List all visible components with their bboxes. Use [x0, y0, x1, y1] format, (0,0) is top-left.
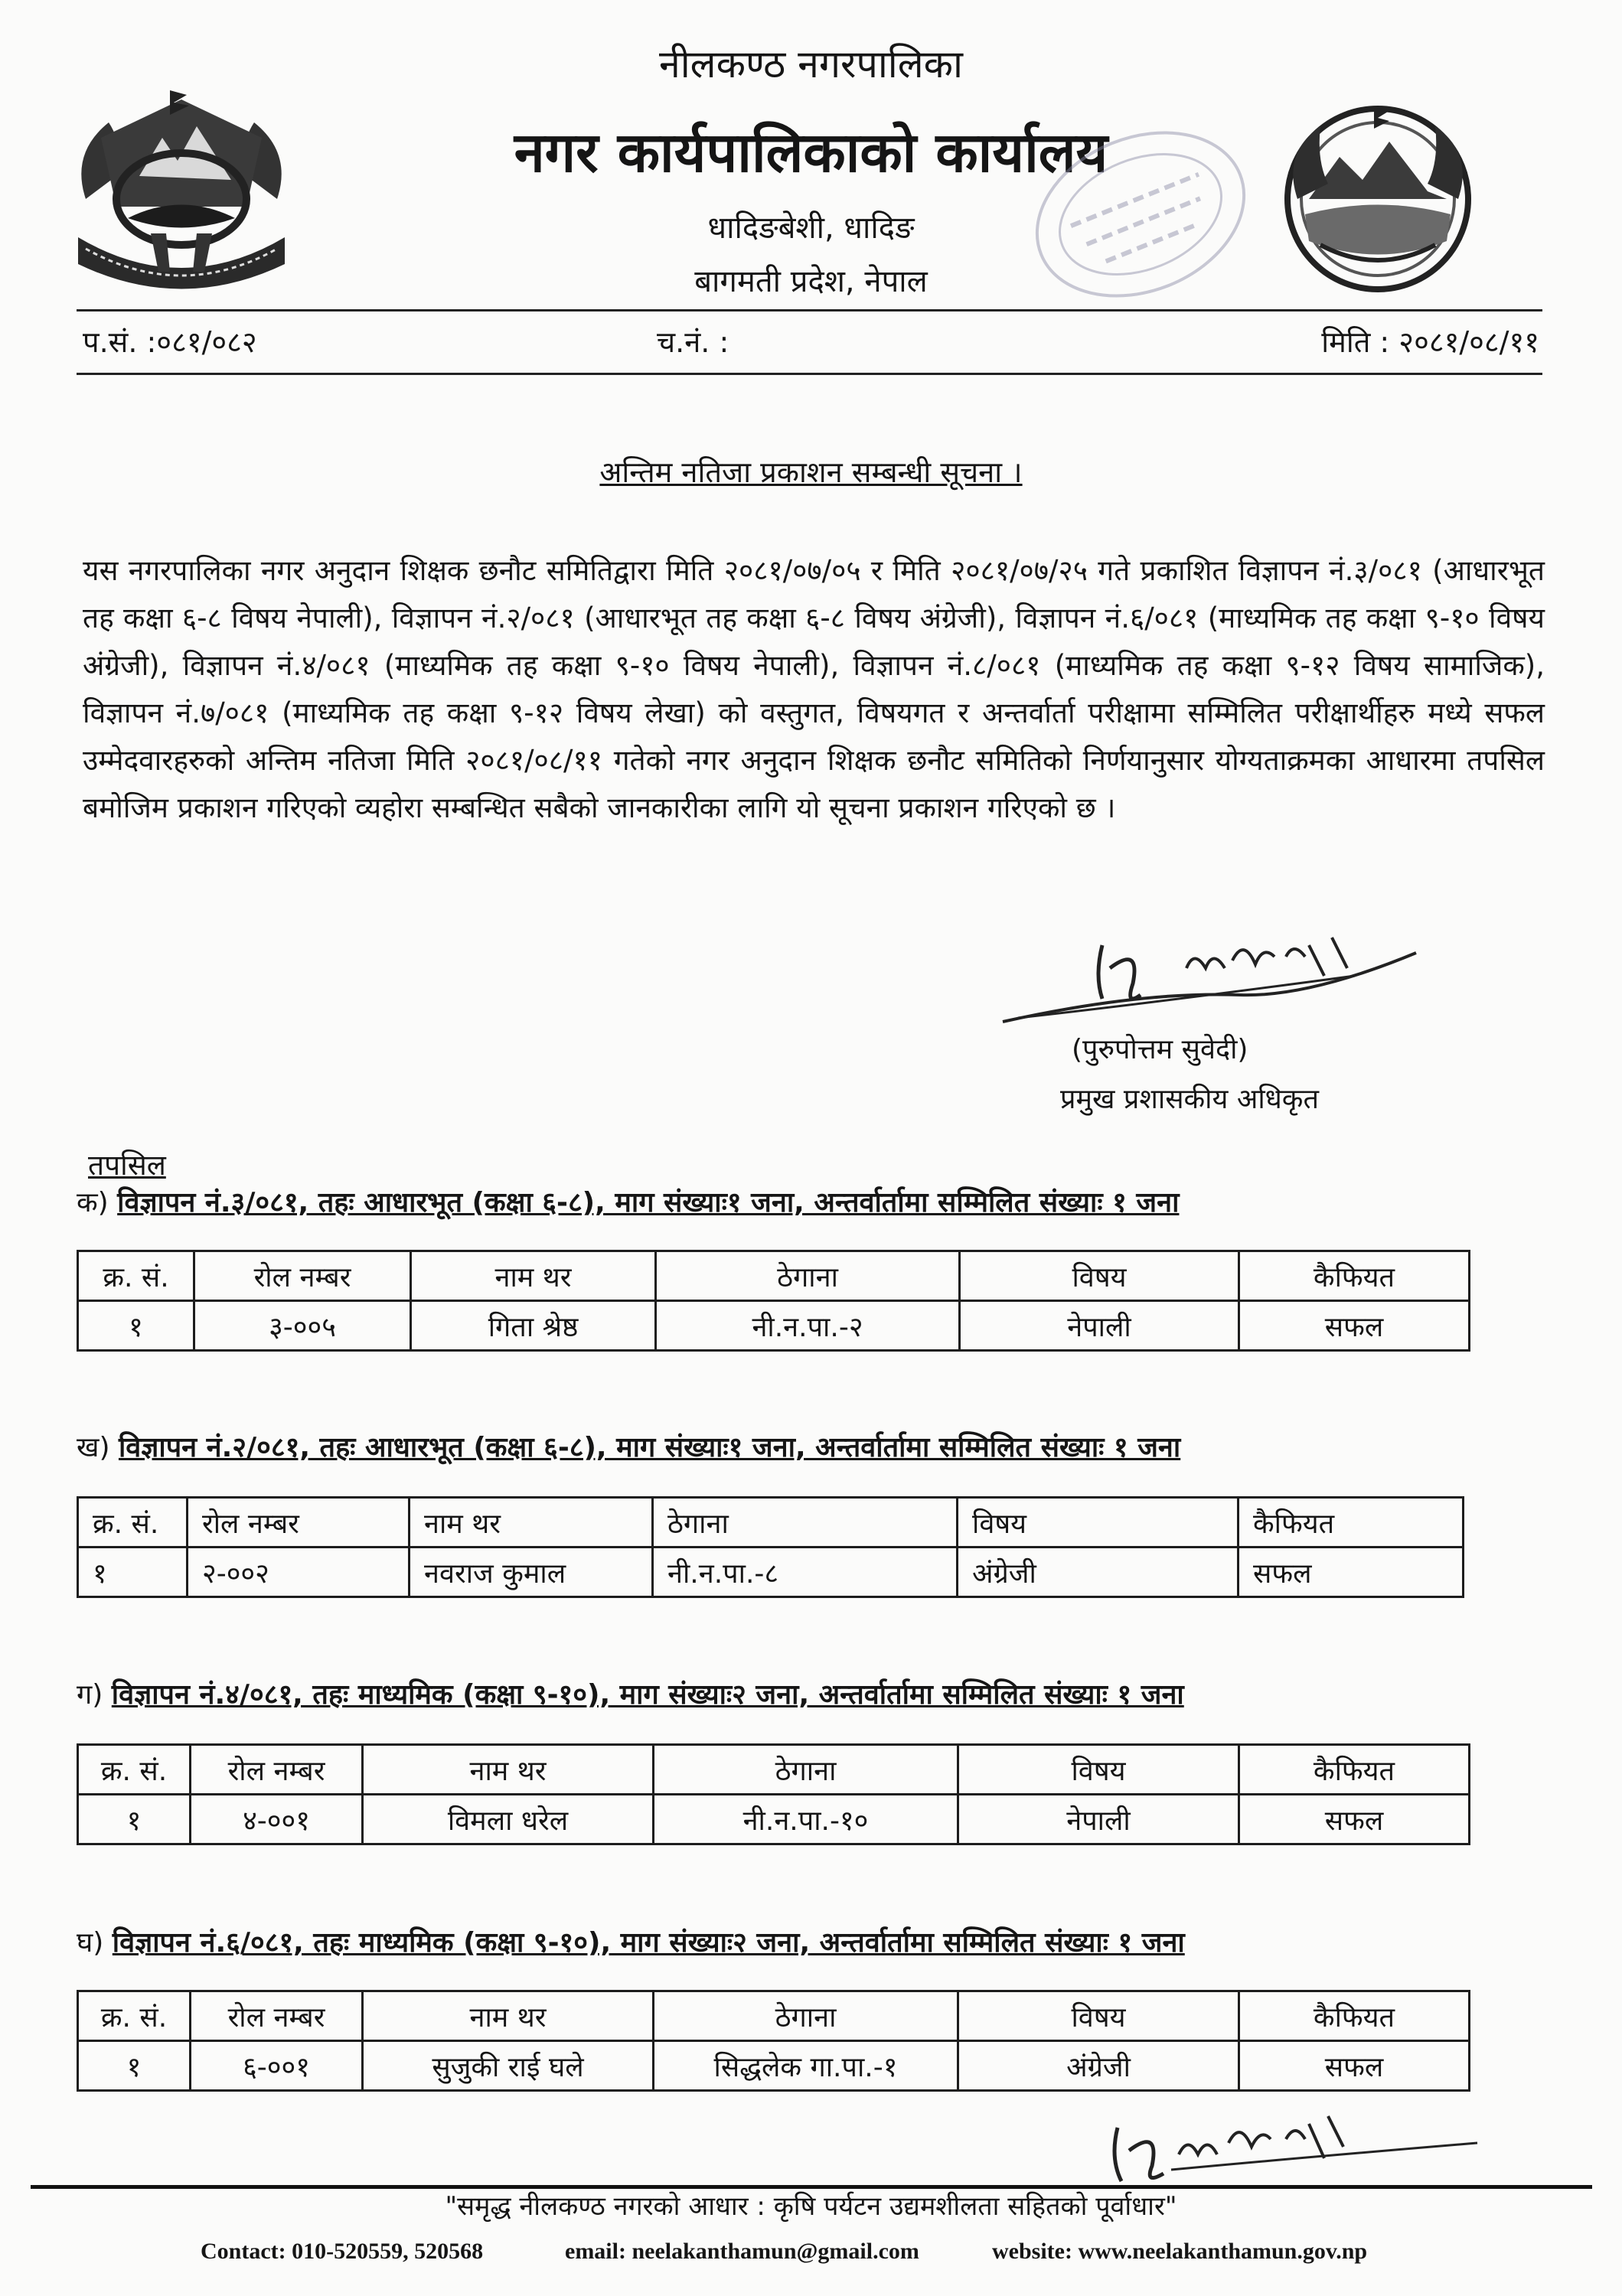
officer-initials-signature: [1064, 2097, 1493, 2197]
cell-sn: १: [78, 1548, 188, 1597]
cell-roll: २-००२: [188, 1548, 410, 1597]
column-header-subject: विषय: [960, 1251, 1239, 1301]
reference-number: प.सं. :०८१/०८२: [83, 325, 257, 359]
section-prefix: घ): [77, 1927, 104, 1958]
column-header-name: नाम थर: [411, 1251, 656, 1301]
column-header-sn: क्र. सं.: [78, 1251, 194, 1301]
cell-subject: अंग्रेजी: [958, 1548, 1239, 1597]
column-header-sn: क्र. सं.: [78, 1991, 191, 2041]
section-heading-ga: [77, 1675, 1184, 1712]
cell-remarks: सफल: [1239, 1301, 1470, 1351]
contact-website[interactable]: website: www.neelakanthamun.gov.np: [992, 2239, 1368, 2264]
notice-body: यस नगरपालिका नगर अनुदान शिक्षक छनौट समितिद्वारा मिति २०८१/०७/०५ र मिति २०८१/०७/२५ गते प्रकाशित विज्ञापन नं.३/०८१ (आधारभूत तह कक्षा ६-८ विषय नेपाली), विज्ञापन नं.२/०८१ (आधारभूत तह कक्षा ६-८ विषय अंग्रेजी), विज्ञापन नं.६/०८१ (माध्यमिक तह कक्षा ९-१० विषय अंग्रेजी), विज्ञापन नं.४/०८१ (माध्यमिक तह कक्षा ९-१० विषय नेपाली), विज्ञापन नं.८/०८१ (माध्यमिक तह कक्षा ९-१२ विषय सामाजिक), विज्ञापन नं.७/०८१ (माध्यमिक तह कक्षा ९-१२ विषय लेखा) को वस्तुगत, विषयगत र अन्तर्वार्ता परीक्षामा सम्मिलित परीक्षार्थीहरु मध्ये सफल उम्मेदवारहरुको अन्तिम नतिजा मिति २०८१/०८/११ गतेको नगर अनुदान शिक्षक छनौट समितिको निर्णयानुसार योग्यताक्रमका आधारमा तपसिल बमोजिम प्रकाशन गरिएको व्यहोरा सम्बन्धित सबैको जानकारीका लागि यो सूचना प्रकाशन गरिएको छ ।: [83, 554, 1545, 824]
results-table-kha: [77, 1496, 1464, 1598]
column-header-address: ठेगाना: [654, 1991, 958, 2041]
table-header-row: [78, 1498, 1464, 1548]
column-header-roll: रोल नम्बर: [188, 1498, 410, 1548]
cell-roll: ६-००१: [191, 2041, 363, 2091]
table-row: [78, 1548, 1464, 1597]
cell-remarks: सफल: [1239, 1795, 1470, 1844]
column-header-subject: विषय: [958, 1498, 1239, 1548]
table-header-row: [78, 1991, 1470, 2041]
column-header-subject: विषय: [958, 1991, 1239, 2041]
cell-subject: नेपाली: [960, 1301, 1239, 1351]
cell-address: नी.न.पा.-८: [653, 1548, 958, 1597]
header-rule-top: [77, 309, 1542, 311]
cell-name: विमला धरेल: [363, 1795, 654, 1844]
signatory-name: (पुरुपोत्तम सुवेदी): [1072, 1034, 1248, 1065]
nepal-government-emblem: [55, 84, 308, 298]
column-header-roll: रोल नम्बर: [191, 1745, 363, 1795]
cell-name: गिता श्रेष्ठ: [411, 1301, 656, 1351]
contact-phone: Contact: 010-520559, 520568: [201, 2239, 484, 2264]
column-header-address: ठेगाना: [656, 1251, 960, 1301]
cell-sn: १: [78, 1301, 194, 1351]
cell-address: नी.न.पा.-२: [656, 1301, 960, 1351]
annex-label: तपसिल: [88, 1149, 166, 1182]
contact-email[interactable]: email: neelakanthamun@gmail.com: [565, 2239, 919, 2264]
officer-signature: [987, 922, 1431, 1029]
table-row: [78, 1795, 1470, 1844]
column-header-remarks: कैफियत: [1239, 1251, 1470, 1301]
section-heading-gha: [77, 1923, 1185, 1960]
cell-address: नी.न.पा.-१०: [654, 1795, 958, 1844]
letter-date: मिति : २०८१/०८/११: [1321, 325, 1539, 359]
column-header-remarks: कैफियत: [1239, 1498, 1464, 1548]
section-prefix: ख): [77, 1432, 110, 1463]
notice-title: अन्तिम नतिजा प्रकाशन सम्बन्धी सूचना ।: [599, 455, 1023, 489]
cell-subject: अंग्रेजी: [958, 2041, 1239, 2091]
municipality-logo: [1274, 84, 1481, 306]
section-prefix: ग): [77, 1679, 103, 1711]
cell-address: सिद्धलेक गा.पा.-१: [654, 2041, 958, 2091]
section-heading-kha: [77, 1427, 1180, 1465]
cell-roll: ४-००१: [191, 1795, 363, 1844]
cell-name: सुजुकी राई घले: [363, 2041, 654, 2091]
office-address: धादिङबेशी, धादिङ: [707, 210, 915, 246]
footer-slogan: "समृद्ध नीलकण्ठ नगरको आधार : कृषि पर्यटन उद्यमशीलता सहितको पूर्वाधार": [445, 2191, 1177, 2222]
results-table-ga: [77, 1743, 1470, 1845]
table-row: [78, 1301, 1470, 1351]
office-name: नगर कार्यपालिकाको कार्यालय: [514, 120, 1108, 184]
cell-sn: १: [78, 2041, 191, 2091]
column-header-name: नाम थर: [363, 1745, 654, 1795]
table-header-row: [78, 1251, 1470, 1301]
cell-name: नवराज कुमाल: [410, 1548, 653, 1597]
municipality-name: नीलकण्ठ नगरपालिका: [658, 42, 964, 86]
section-heading-text: विज्ञापन नं.४/०८१, तहः माध्यमिक (कक्षा ९-१०), माग संख्याः२ जना, अन्तर्वार्तामा सम्मिलित संख्याः १ जना: [111, 1679, 1184, 1711]
section-heading-text: विज्ञापन नं.६/०८१, तहः माध्यमिक (कक्षा ९-१०), माग संख्याः२ जना, अन्तर्वार्तामा सम्मिलित संख्याः १ जना: [112, 1927, 1185, 1958]
column-header-roll: रोल नम्बर: [194, 1251, 411, 1301]
table-header-row: [78, 1745, 1470, 1795]
section-prefix: क): [77, 1187, 109, 1218]
results-table-ka: [77, 1250, 1470, 1352]
cell-subject: नेपाली: [958, 1795, 1239, 1844]
section-heading-text: विज्ञापन नं.२/०८१, तहः आधारभूत (कक्षा ६-८), माग संख्याः१ जना, अन्तर्वार्तामा सम्मिलित संख्याः १ जना: [118, 1432, 1181, 1463]
column-header-subject: विषय: [958, 1745, 1239, 1795]
column-header-remarks: कैफियत: [1239, 1745, 1470, 1795]
column-header-address: ठेगाना: [654, 1745, 958, 1795]
column-header-sn: क्र. सं.: [78, 1498, 188, 1548]
cell-sn: १: [78, 1795, 191, 1844]
office-seal-stamp: [1018, 115, 1263, 314]
cell-remarks: सफल: [1239, 2041, 1470, 2091]
column-header-remarks: कैफियत: [1239, 1991, 1470, 2041]
results-table-gha: [77, 1990, 1470, 2092]
column-header-roll: रोल नम्बर: [191, 1991, 363, 2041]
header-rule-bottom: [77, 373, 1542, 375]
cell-remarks: सफल: [1239, 1548, 1464, 1597]
signatory-title: प्रमुख प्रशासकीय अधिकृत: [1060, 1084, 1319, 1115]
column-header-sn: क्र. सं.: [78, 1745, 191, 1795]
dispatch-number: च.नं. :: [657, 325, 729, 359]
column-header-address: ठेगाना: [653, 1498, 958, 1548]
cell-roll: ३-००५: [194, 1301, 411, 1351]
column-header-name: नाम थर: [410, 1498, 653, 1548]
section-heading-ka: [77, 1182, 1179, 1220]
section-heading-text: विज्ञापन नं.३/०८१, तहः आधारभूत (कक्षा ६-८), माग संख्याः१ जना, अन्तर्वार्तामा सम्मिलित संख्याः १ जना: [117, 1187, 1180, 1218]
table-row: [78, 2041, 1470, 2091]
office-province: बागमती प्रदेश, नेपाल: [694, 264, 928, 299]
column-header-name: नाम थर: [363, 1991, 654, 2041]
